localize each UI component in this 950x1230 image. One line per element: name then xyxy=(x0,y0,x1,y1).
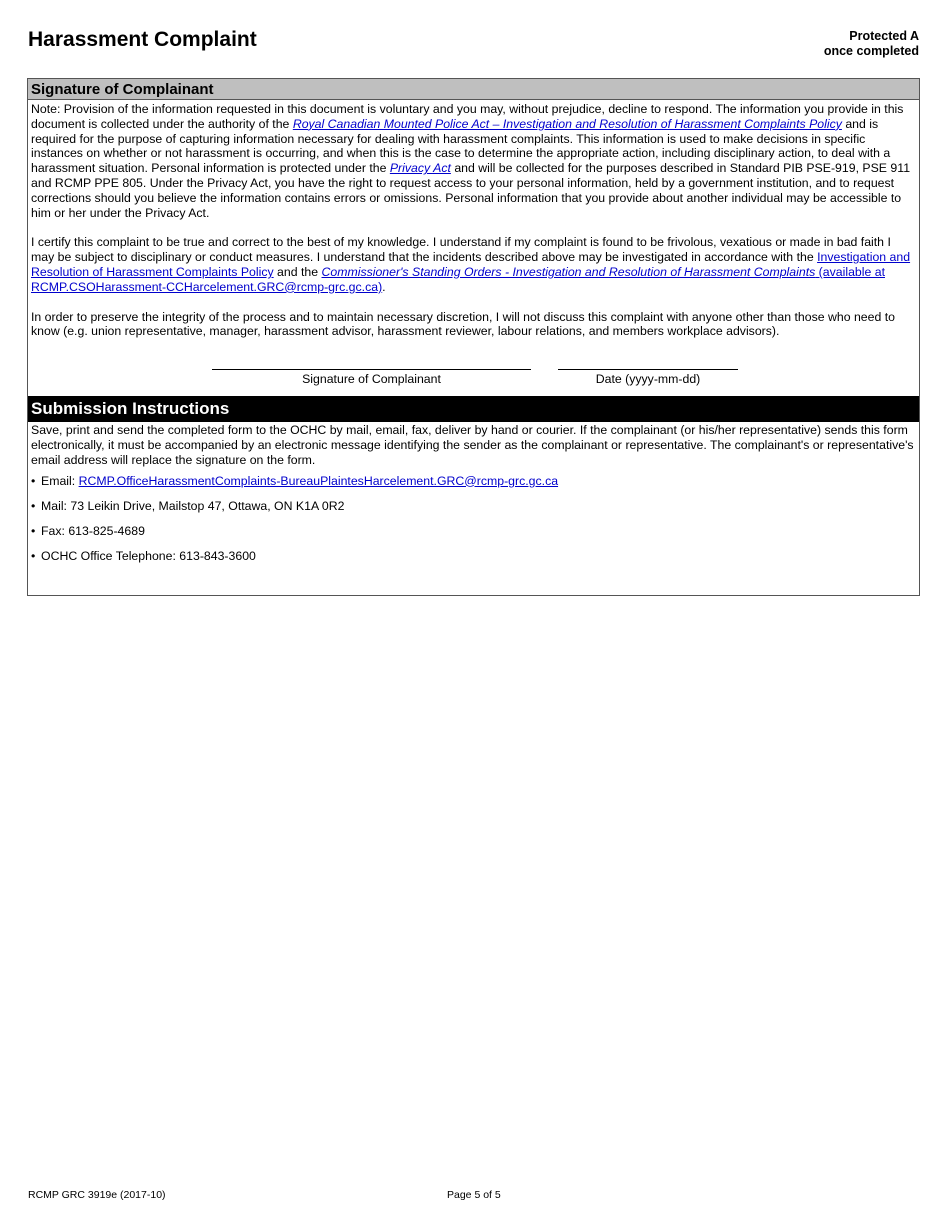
privacy-note-text-1: Note: Provision of the information requested in this document is voluntary and you may, without prejudice, decline to respond. The information you provide in this document is collected under the authority of the xyxy=(31,102,904,131)
signature-section-body xyxy=(28,100,919,339)
page-title: Harassment Complaint xyxy=(28,28,257,51)
list-item-email: • Email: RCMP.OfficeHarassmentComplaints-BureauPlaintesHarcelement.GRC@rcmp-grc.gc.ca xyxy=(31,473,559,488)
protected-label xyxy=(824,29,919,59)
submission-body xyxy=(28,422,919,467)
certify-statement xyxy=(31,235,916,294)
signature-field[interactable] xyxy=(212,354,531,370)
certify-text-1: I certify this complaint to be true and correct to the best of my knowledge. I understand if my complaint is found to be frivolous, vexatious or made in bad faith I may be subject to disciplinary or conduct measures. I understand that the incidents described above may be investigated in accordance with the xyxy=(31,235,891,265)
privacy-note-text-3: and will be collected for the purposes described in Standard PIB PSE-919, PSE 911 and RCMP PPE 805. Under the Privacy Act, you have the right to request access to your personal information, held by a government institution, and to request corrections should you believe the information contains errors or omissions. Personal information that you provide about another individual may be accessible to him or her under the Privacy Act. xyxy=(31,161,911,220)
rcmp-act-policy-link[interactable]: Royal Canadian Mounted Police Act – Investigation and Resolution of Harassment Complaints Policy xyxy=(292,116,842,131)
form-id: RCMP GRC 3919e (2017-10) xyxy=(28,1189,166,1201)
signature-label: Signature of Complainant xyxy=(302,372,441,387)
cso-email-link[interactable]: (available at RCMP.CSOHarassment-CCHarcelement.GRC@rcmp-grc.gc.ca) xyxy=(31,264,885,294)
protected-line-1: Protected A xyxy=(849,29,919,43)
privacy-act-link[interactable]: Privacy Act xyxy=(389,161,451,176)
list-item-phone: • OCHC Office Telephone: 613-843-3600 xyxy=(31,549,256,564)
ochc-email-link[interactable]: RCMP.OfficeHarassmentComplaints-BureauPlaintesHarcelement.GRC@rcmp-grc.gc.ca xyxy=(78,473,559,488)
fax-number: Fax: 613-825-4689 xyxy=(41,524,145,539)
privacy-note xyxy=(31,102,916,220)
date-field[interactable] xyxy=(558,354,738,370)
signature-row xyxy=(28,352,919,396)
list-item-mail: • Mail: 73 Leikin Drive, Mailstop 47, Ottawa, ON K1A 0R2 xyxy=(31,498,345,513)
standing-orders-link[interactable]: Commissioner's Standing Orders - Investigation and Resolution of Harassment Complaints xyxy=(321,264,816,279)
certify-text-2: and the xyxy=(273,264,322,279)
mail-address: Mail: 73 Leikin Drive, Mailstop 47, Ottawa, ON K1A 0R2 xyxy=(41,498,345,513)
integrity-statement: In order to preserve the integrity of the process and to maintain necessary discretion, I will not discuss this complaint with anyone other than those who need to know (e.g. union representative, manager, harassment advisor, harassment reviewer, labour relations, and members workplace advisors). xyxy=(31,309,895,339)
contact-list xyxy=(28,474,919,565)
protected-line-2: once completed xyxy=(823,44,919,58)
date-label: Date (yyyy-mm-dd) xyxy=(595,372,701,387)
certify-text-3: . xyxy=(382,279,386,294)
submission-intro: Save, print and send the completed form to the OCHC by mail, email, fax, deliver by hand or courier. If the complainant (or his/her representative) sends this form electronically, it must be accompanied by an electronic message identifying the sender as the complainant or representative. The complainant's or representative's email address will replace the signature on the form. xyxy=(31,423,914,467)
signature-section-heading: Signature of Complainant xyxy=(28,79,919,100)
list-item-fax: • Fax: 613-825-4689 xyxy=(31,524,145,539)
phone-number: OCHC Office Telephone: 613-843-3600 xyxy=(41,549,256,564)
investigation-policy-link[interactable]: Investigation and Resolution of Harassment Complaints Policy xyxy=(31,250,911,279)
privacy-note-text-2: and is required for the purpose of capturing information necessary for dealing with harassment complaints. This information is used to make decisions in specific instances on whether or not harassment is occurring, and when this is the case to determine the appropriate action, including disciplinary action, to deal with a harassment situation. Personal information is protected under the xyxy=(31,116,891,176)
email-label: Email: xyxy=(41,473,79,488)
form-container xyxy=(27,78,920,596)
page-number: Page 5 of 5 xyxy=(447,1189,501,1201)
submission-heading: Submission Instructions xyxy=(28,396,919,422)
